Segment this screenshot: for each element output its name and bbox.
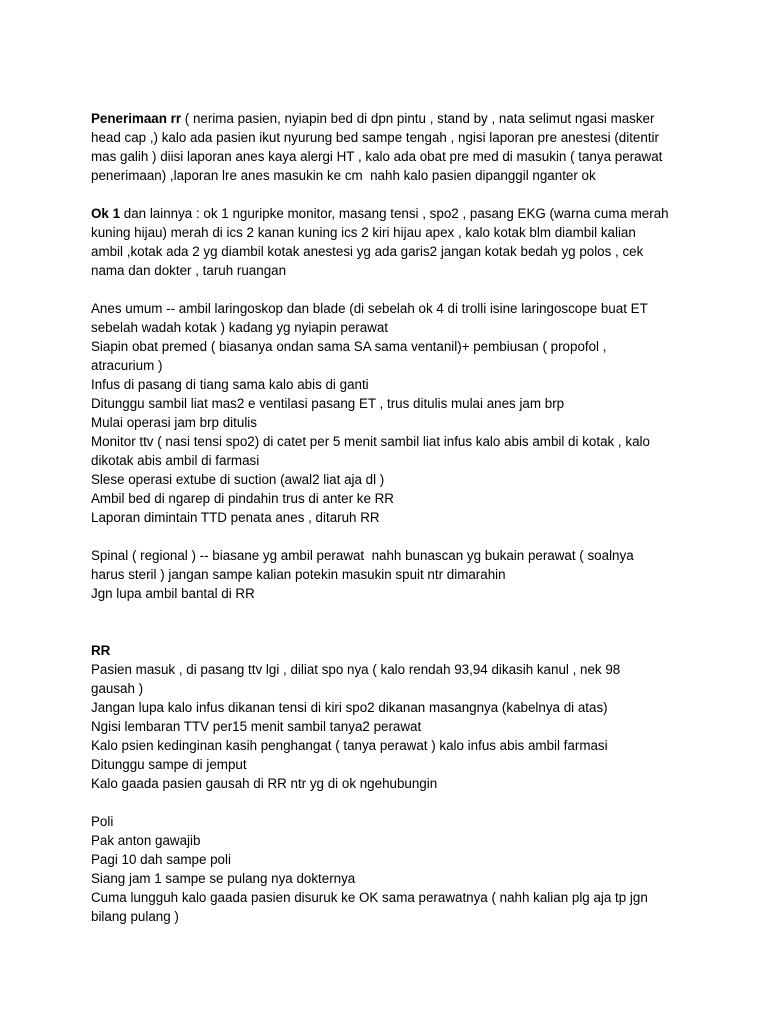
anes-umum-line: atracurium ) [91, 358, 163, 373]
rr-section [91, 641, 691, 793]
paragraph-gap [91, 280, 691, 299]
spinal-section [91, 546, 691, 603]
poli-line: Cuma lungguh kalo gaada pasien disuruk ke OK sama perawatnya ( nahh kalian plg aja tp jgn [91, 890, 648, 905]
rr-line: Ngisi lembaran TTV per15 menit sambil tanya2 perawat [91, 719, 422, 734]
anes-umum-line: dikotak abis ambil di farmasi [91, 453, 260, 468]
anes-umum-line: Ditunggu sambil liat mas2 e ventilasi pasang ET , trus ditulis mulai anes jam brp [91, 396, 565, 411]
rr-line: Ditunggu sampe di jemput [91, 757, 247, 772]
penerimaan-heading: Penerimaan rr [91, 111, 182, 126]
anes-umum-line: Laporan dimintain TTD penata anes , ditaruh RR [91, 510, 380, 525]
paragraph-gap [91, 527, 691, 546]
document-page [91, 109, 691, 926]
spinal-line: harus steril ) jangan sampe kalian potekin masukin spuit ntr dimarahin [91, 567, 506, 582]
rr-line: Jangan lupa kalo infus dikanan tensi di kiri spo2 dikanan masangnya (kabelnya di atas) [91, 700, 608, 715]
ok1-line-2: kuning hijau) merah di ics 2 kanan kuning ics 2 kiri hijau apex , kalo kotak blm diambil kalian [91, 225, 636, 240]
anes-umum-line: Ambil bed di ngarep di pindahin trus di anter ke RR [91, 491, 394, 506]
ok1-section [91, 204, 691, 280]
penerimaan-line-1-text: ( nerima pasien, nyiapin bed di dpn pintu , stand by , nata selimut ngasi masker [181, 111, 655, 126]
spinal-line: Spinal ( regional ) -- biasane yg ambil perawat nahh bunascan yg bukain perawat ( soalnya [91, 548, 634, 563]
anes-umum-line: Anes umum -- ambil laringoskop dan blade (di sebelah ok 4 di trolli isine laringoscope buat ET [91, 301, 648, 316]
ok1-line-1-text: dan lainnya : ok 1 nguripke monitor, masang tensi , spo2 , pasang EKG (warna cuma merah [120, 206, 669, 221]
rr-heading: RR [91, 643, 111, 658]
rr-line: Kalo gaada pasien gausah di RR ntr yg di ok ngehubungin [91, 776, 438, 791]
poli-line: Pagi 10 dah sampe poli [91, 852, 231, 867]
poli-line: Pak anton gawajib [91, 833, 201, 848]
penerimaan-section [91, 109, 691, 185]
paragraph-gap [91, 793, 691, 812]
ok1-line-1 [91, 204, 691, 223]
poli-line: bilang pulang ) [91, 909, 179, 924]
spinal-line: Jgn lupa ambil bantal di RR [91, 586, 255, 601]
rr-line: gausah ) [91, 681, 144, 696]
anes-umum-line: Monitor ttv ( nasi tensi spo2) di catet per 5 menit sambil liat infus kalo abis ambil di kotak , kalo [91, 434, 650, 449]
paragraph-gap [91, 603, 691, 641]
rr-line: Kalo psien kedinginan kasih penghangat ( tanya perawat ) kalo infus abis ambil farmasi [91, 738, 608, 753]
penerimaan-line-2: head cap ,) kalo ada pasien ikut nyurung bed sampe tengah , ngisi laporan pre anestesi (ditentir [91, 130, 659, 145]
ok1-heading: Ok 1 [91, 206, 121, 221]
penerimaan-line-4: penerimaan) ,laporan lre anes masukin ke cm nahh kalo pasien dipanggil nganter ok [91, 168, 596, 183]
poli-heading: Poli [91, 814, 114, 829]
poli-section [91, 812, 691, 926]
penerimaan-line-1 [91, 109, 691, 128]
poli-line: Siang jam 1 sampe se pulang nya dokternya [91, 871, 356, 886]
anes-umum-line: Mulai operasi jam brp ditulis [91, 415, 257, 430]
penerimaan-line-3: mas galih ) diisi laporan anes kaya alergi HT , kalo ada obat pre med di masukin ( tanya perawat [91, 149, 663, 164]
ok1-line-3: ambil ,kotak ada 2 yg diambil kotak anestesi yg ada garis2 jangan kotak bedah yg polos , cek [91, 244, 644, 259]
anes-umum-line: Siapin obat premed ( biasanya ondan sama SA sama ventanil)+ pembiusan ( propofol , [91, 339, 607, 354]
ok1-line-4: nama dan dokter , taruh ruangan [91, 263, 287, 278]
anes-umum-line: Slese operasi extube di suction (awal2 liat aja dl ) [91, 472, 385, 487]
anes-umum-section [91, 299, 691, 527]
anes-umum-line: Infus di pasang di tiang sama kalo abis di ganti [91, 377, 369, 392]
anes-umum-line: sebelah wadah kotak ) kadang yg nyiapin perawat [91, 320, 389, 335]
rr-line: Pasien masuk , di pasang ttv lgi , diliat spo nya ( kalo rendah 93,94 dikasih kanul , nek 98 [91, 662, 621, 677]
paragraph-gap [91, 185, 691, 204]
